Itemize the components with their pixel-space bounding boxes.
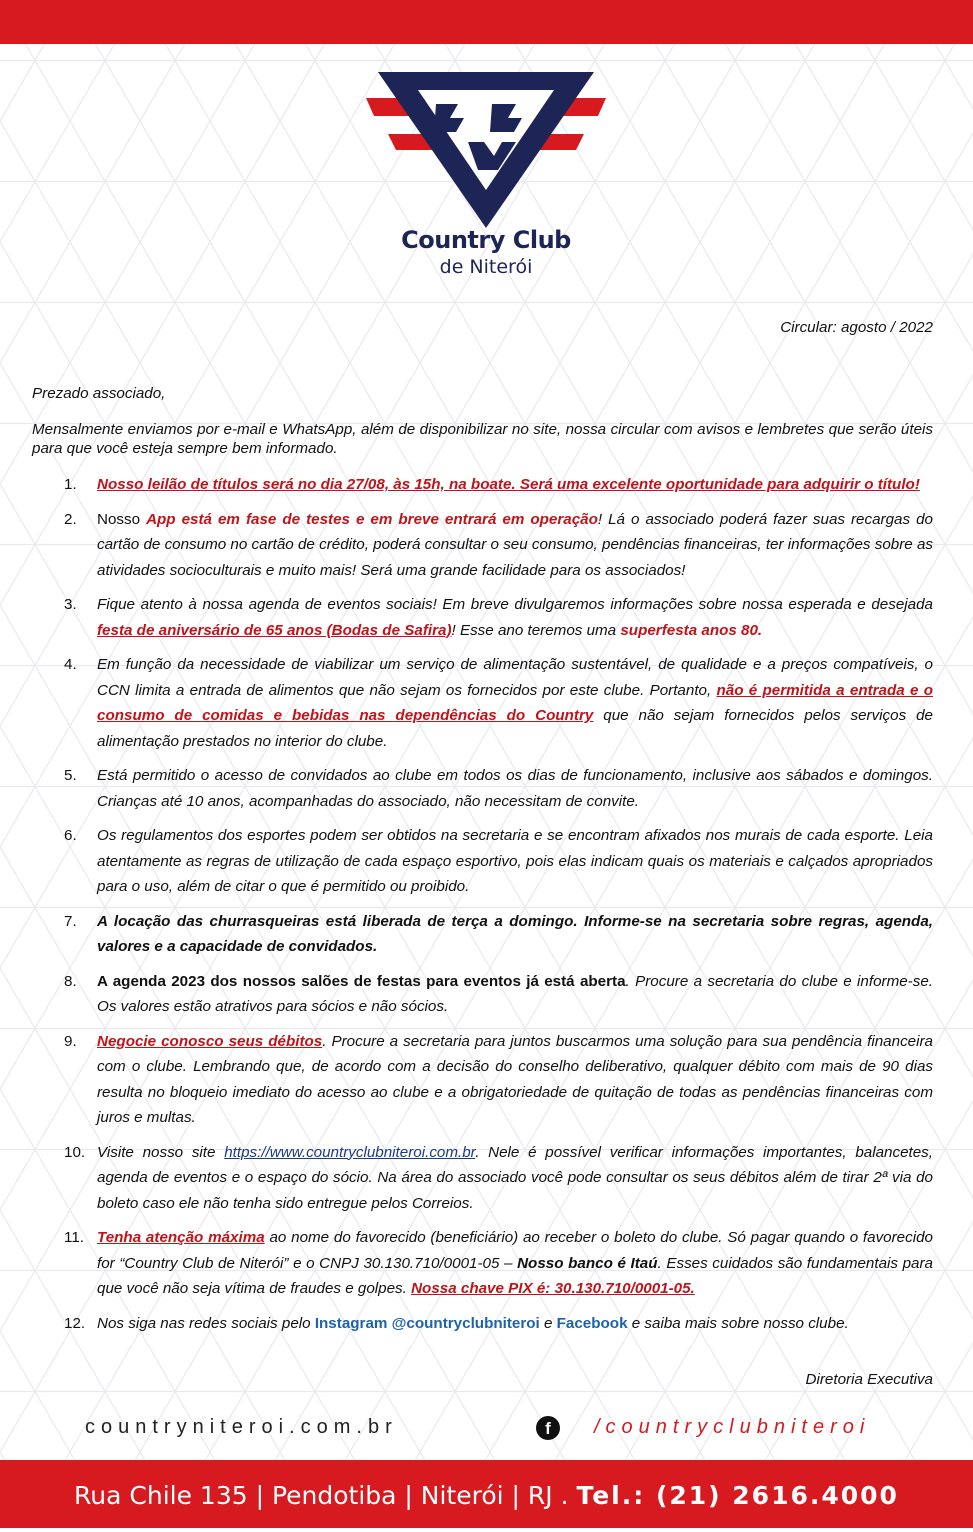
list-item: 4. Em função da necessidade de viabilizar um serviço de alimentação sustentável, de qualidade e a preços compatíveis, o CCN limita a entrada de alimentos que não sejam os fornecidos por este clube. Portanto, não é permitida a entrada e o consumo de comidas e bebidas nas dependências do Country que não sejam fornecidos pelos serviços de alimentação prestados no interior do clube. [32,652,933,754]
party-highlight: superfesta anos 80. [620,621,763,639]
pix-highlight: Nossa chave PIX é: 30.130.710/0001-05. [411,1280,695,1297]
anniversary-highlight: festa de aniversário de 65 anos (Bodas de Safira) [97,621,452,639]
item-number: 7. [64,912,77,930]
barbecue-notice: A locação das churrasqueiras está liberada de terça a domingo. Informe-se na secretaria sobre regras, agenda, valores e a capacidade de convidados. [97,912,933,955]
item-number: 10. [64,1143,86,1161]
item-number: 3. [64,596,77,613]
footer-social-handle[interactable]: /countryclubniteroi [594,1416,871,1438]
item-number: 1. [64,476,77,493]
website-link[interactable]: https://www.countryclubniteroi.com.br [224,1143,476,1161]
logo-title: Country Club [401,226,571,254]
footer-address [0,1460,973,1528]
facebook-link[interactable]: Facebook [556,1314,628,1332]
ccn-emblem-icon [366,70,606,230]
logo-subtitle: de Niterói [439,256,533,278]
auction-notice: Nosso leilão de títulos será no dia 27/08, às 15h, na boate. Será uma excelente oportunidade para adquirir o título! [97,476,920,493]
item-number: 9. [64,1032,77,1050]
list-item: 11. Tenha atenção máxima ao nome do favorecido (beneficiário) ao receber o boleto do clube. Só pagar quando o favorecido for “Country Club de Niterói” e o CNPJ 30.130.710/0001-05 – Nosso banco é Itaú. Esses cuidados são fundamentais para que você não seja vítima de fraudes e golpes. Nossa chave PIX é: 30.130.710/0001-05. [32,1225,933,1302]
circular-date: Circular: agosto / 2022 [780,319,933,336]
intro-paragraph: Mensalmente enviamos por e-mail e WhatsApp, além de disponibilizar no site, nossa circular com avisos e lembretes que serão úteis para que você esteja sempre bem informado. [32,421,933,457]
bottom-red-bar [0,1460,973,1528]
item-number: 2. [64,510,77,528]
signature: Diretoria Executiva [805,1371,933,1388]
list-item [32,909,933,960]
list-item [32,472,933,498]
notice-list [32,472,933,1345]
list-item: 3. Fique atento à nossa agenda de eventos sociais! Em breve divulgaremos informações sobre nossa esperada e desejada festa de aniversário de 65 anos (Bodas de Safira)! Esse ano teremos uma superfesta anos 80. [32,592,933,643]
list-item: 2. Nosso App está em fase de testes e em breve entrará em operação! Lá o associado poderá fazer suas recargas do cartão de consumo no cartão de crédito, poderá consultar o seu consumo, pendências financeiras, ter informações sobre as atividades socioculturais e muito mais! Será uma grande facilidade para os associados! [32,507,933,584]
club-logo [366,70,606,285]
facebook-icon[interactable]: f [536,1416,560,1440]
debts-highlight: Negocie conosco seus débitos [97,1032,323,1050]
list-item: 9. Negocie conosco seus débitos. Procure a secretaria para juntos buscarmos uma solução para sua pendência financeira com o clube. Lembrando que, de acordo com a decisão do conselho deliberativo, qualquer débito com mais de 90 dias resulta no bloqueio imediato do acesso ao clube e a obrigatoriedade de quitação de todas as pendências financeiras com juros e multas. [32,1029,933,1131]
list-item: 12. Nos siga nas redes sociais pelo Instagram @countryclubniteroi e Facebook e saiba mais sobre nosso clube. [32,1311,933,1337]
top-red-bar [0,0,973,44]
greeting: Prezado associado, [32,385,166,402]
item-number: 11. [64,1229,84,1246]
party-hall-notice: A agenda 2023 dos nossos salões de festas para eventos já está aberta [97,972,626,990]
item-number: 8. [64,972,77,990]
app-highlight: App está em fase de testes e em breve entrará em operação [146,510,598,528]
item-number: 6. [64,827,77,844]
bank-highlight: Nosso banco é Itaú [517,1254,658,1272]
footer-website[interactable]: countryniteroi.com.br [85,1416,398,1438]
item-number: 5. [64,767,77,784]
item-number: 4. [64,656,77,673]
list-item: 5. Está permitido o acesso de convidados ao clube em todos os dias de funcionamento, inclusive aos sábados e domingos. Crianças até 10 anos, acompanhadas do associado, não necessitam de convite. [32,763,933,814]
attention-highlight: Tenha atenção máxima [97,1229,265,1246]
food-rule-highlight: não é permitida a entrada e o consumo de comidas e bebidas nas dependências do Country [97,681,934,724]
address-text: Rua Chile 135 | Pendotiba | Niterói | RJ . [74,1481,577,1510]
instagram-link[interactable]: Instagram @countryclubniteroi [314,1314,540,1332]
list-item: 10. Visite nosso site https://www.countryclubniteroi.com.br. Nele é possível verificar informações importantes, balancetes, agenda de eventos e o espaço do sócio. Na área do associado você pode consultar os seus débitos além de tirar 2ª via do boleto caso ele não tenha sido entregue pelos Correios. [32,1140,933,1217]
list-item: 6. Os regulamentos dos esportes podem ser obtidos na secretaria e se encontram afixados nos murais de cada esporte. Leia atentamente as regras de utilização de cada espaço esportivo, pois elas indicam quais os materiais e calçados apropriados para o uso, além de citar o que é permitido ou proibido. [32,823,933,900]
list-item: 8. A agenda 2023 dos nossos salões de festas para eventos já está aberta. Procure a secretaria do clube e informe-se. Os valores estão atrativos para sócios e não sócios. [32,969,933,1020]
phone-number: Tel.: (21) 2616.4000 [576,1481,899,1510]
item-number: 12. [64,1314,86,1332]
